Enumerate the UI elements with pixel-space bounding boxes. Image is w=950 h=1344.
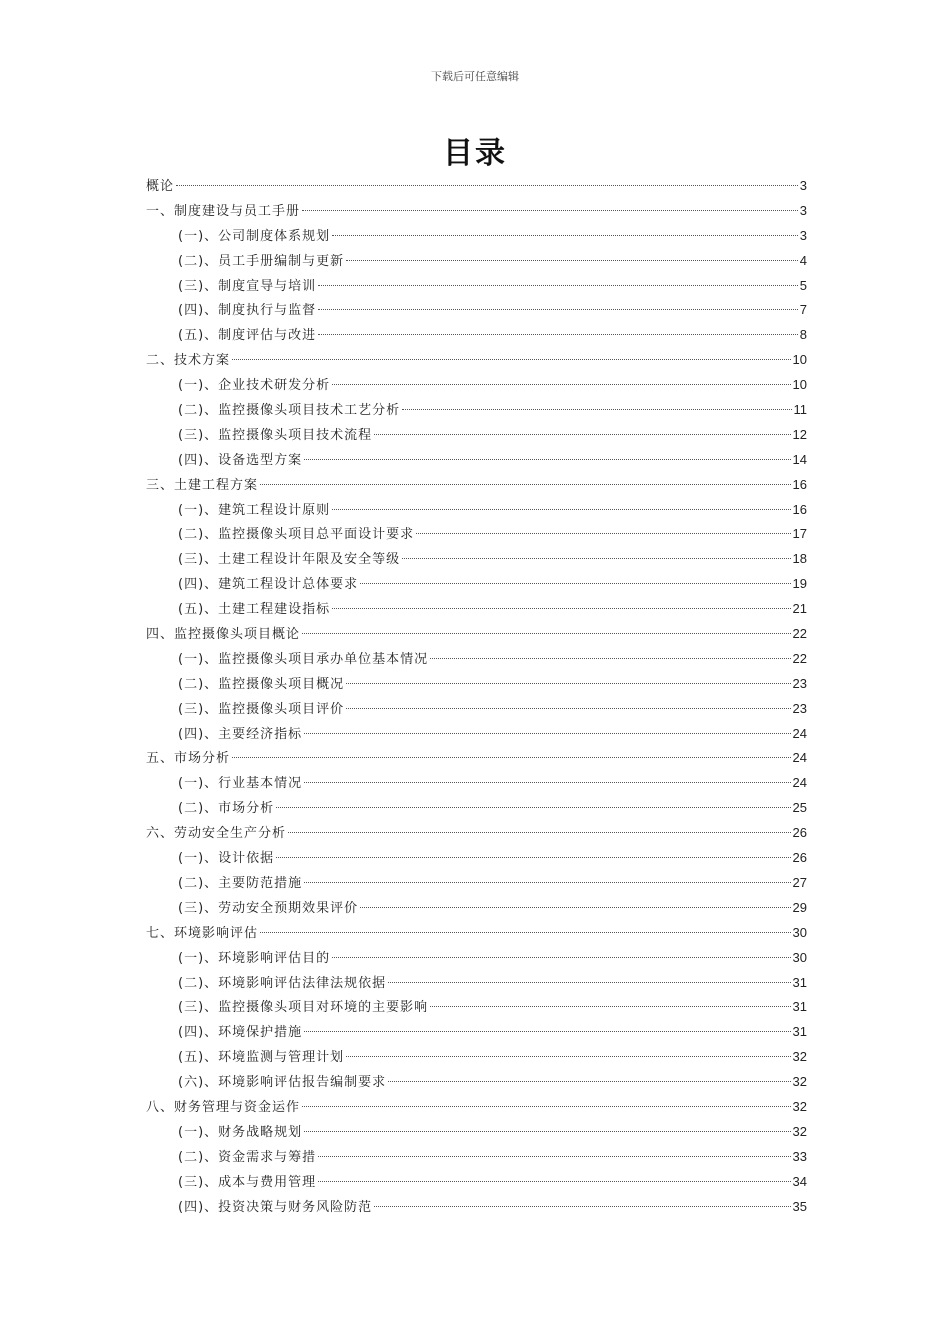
toc-entry-title: (一)、环境影响评估目的	[178, 950, 331, 966]
toc-entry[interactable]	[146, 1195, 807, 1220]
toc-dot-leader	[260, 484, 791, 485]
toc-entry-page: 12	[792, 426, 807, 442]
toc-entry[interactable]	[146, 1145, 807, 1170]
toc-entry-title: (一)、监控摄像头项目承办单位基本情况	[178, 651, 429, 667]
toc-entry-title: (二)、市场分析	[178, 801, 275, 817]
toc-entry-title: (三)、监控摄像头项目技术流程	[178, 427, 373, 443]
toc-entry-page: 3	[799, 178, 807, 193]
toc-dot-leader	[346, 1056, 790, 1057]
toc-entry-page: 31	[792, 999, 807, 1015]
toc-entry[interactable]	[146, 771, 807, 796]
toc-entry-title: (三)、监控摄像头项目评价	[178, 701, 345, 717]
toc-dot-leader	[318, 1181, 790, 1182]
toc-dot-leader	[332, 384, 790, 385]
toc-entry[interactable]	[146, 274, 807, 299]
toc-entry-title: (二)、资金需求与筹措	[178, 1149, 317, 1165]
toc-dot-leader	[304, 782, 790, 783]
toc-entry[interactable]	[146, 821, 807, 846]
toc-entry[interactable]	[146, 722, 807, 747]
toc-entry-page: 23	[792, 675, 807, 691]
toc-entry[interactable]	[146, 946, 807, 971]
toc-entry[interactable]	[146, 896, 807, 921]
toc-entry-page: 25	[792, 800, 807, 816]
toc-entry[interactable]	[146, 174, 807, 199]
toc-entry-page: 16	[792, 501, 807, 517]
toc-entry-page: 26	[792, 850, 807, 866]
toc-entry-page: 3	[799, 227, 807, 243]
toc-entry[interactable]	[146, 871, 807, 896]
toc-entry[interactable]	[146, 796, 807, 821]
toc-entry-title: (一)、财务战略规划	[178, 1124, 303, 1140]
toc-entry-page: 26	[792, 825, 807, 841]
toc-entry-page: 31	[792, 1024, 807, 1040]
toc-dot-leader	[374, 1206, 790, 1207]
toc-entry-page: 24	[792, 750, 807, 766]
toc-entry-page: 3	[799, 202, 807, 218]
toc-dot-leader	[360, 907, 790, 908]
toc-entry[interactable]	[146, 921, 807, 946]
toc-entry-title: (四)、投资决策与财务风险防范	[178, 1199, 373, 1215]
toc-entry[interactable]	[146, 995, 807, 1020]
toc-entry-title: (四)、建筑工程设计总体要求	[178, 577, 359, 593]
toc-dot-leader	[388, 982, 790, 983]
toc-dot-leader	[318, 334, 798, 335]
toc-entry[interactable]	[146, 323, 807, 348]
toc-entry[interactable]	[146, 473, 807, 498]
toc-dot-leader	[346, 260, 798, 261]
toc-entry-page: 22	[792, 626, 807, 642]
toc-dot-leader	[302, 1106, 791, 1107]
toc-entry-title: (三)、土建工程设计年限及安全等级	[178, 552, 401, 568]
toc-entry-page: 7	[799, 302, 807, 318]
toc-entry-page: 21	[792, 601, 807, 617]
table-of-contents	[146, 174, 807, 1219]
toc-entry-title: 七、环境影响评估	[146, 925, 259, 941]
toc-dot-leader	[332, 235, 798, 236]
toc-dot-leader	[260, 932, 791, 933]
toc-entry-title: (二)、监控摄像头项目总平面设计要求	[178, 527, 415, 543]
toc-entry-title: (四)、环境保护措施	[178, 1025, 303, 1041]
toc-dot-leader	[430, 1006, 790, 1007]
toc-entry-title: (三)、劳动安全预期效果评价	[178, 900, 359, 916]
toc-entry-page: 18	[792, 551, 807, 567]
toc-entry-title: (四)、设备选型方案	[178, 452, 303, 468]
toc-entry-title: (二)、环境影响评估法律法规依据	[178, 975, 387, 991]
toc-dot-leader	[176, 185, 798, 186]
toc-entry[interactable]	[146, 298, 807, 323]
toc-dot-leader	[318, 1156, 790, 1157]
toc-entry-title: (六)、环境影响评估报告编制要求	[178, 1075, 387, 1091]
toc-dot-leader	[302, 633, 791, 634]
toc-dot-leader	[388, 1081, 790, 1082]
toc-entry[interactable]	[146, 448, 807, 473]
toc-entry[interactable]	[146, 1120, 807, 1145]
header-note: 下载后可任意编辑	[431, 70, 519, 83]
toc-dot-leader	[276, 857, 790, 858]
page-title: 目录	[443, 136, 507, 171]
toc-entry[interactable]	[146, 1170, 807, 1195]
toc-entry-title: 五、市场分析	[146, 751, 231, 767]
toc-entry-title: (三)、成本与费用管理	[178, 1174, 317, 1190]
toc-entry[interactable]	[146, 597, 807, 622]
toc-dot-leader	[318, 309, 798, 310]
toc-entry[interactable]	[146, 498, 807, 523]
toc-dot-leader	[430, 658, 790, 659]
toc-entry[interactable]	[146, 971, 807, 996]
toc-dot-leader	[276, 807, 790, 808]
toc-entry-title: 八、财务管理与资金运作	[146, 1099, 301, 1115]
toc-entry-title: (一)、建筑工程设计原则	[178, 502, 331, 518]
toc-entry[interactable]	[146, 199, 807, 224]
toc-entry[interactable]	[146, 1070, 807, 1095]
toc-entry[interactable]	[146, 398, 807, 423]
toc-entry-page: 10	[792, 352, 807, 368]
toc-entry[interactable]	[146, 622, 807, 647]
toc-entry-title: (一)、设计依据	[178, 851, 275, 867]
toc-entry-title: (二)、主要防范措施	[178, 875, 303, 891]
toc-entry-page: 30	[792, 949, 807, 965]
toc-entry-title: (一)、企业技术研发分析	[178, 378, 331, 394]
toc-entry[interactable]	[146, 1020, 807, 1045]
toc-entry[interactable]	[146, 746, 807, 771]
toc-entry-title: 六、劳动安全生产分析	[146, 826, 287, 842]
toc-dot-leader	[232, 359, 791, 360]
toc-entry-page: 24	[792, 775, 807, 791]
toc-entry[interactable]	[146, 423, 807, 448]
toc-entry-page: 23	[792, 700, 807, 716]
toc-dot-leader	[232, 757, 791, 758]
toc-entry-page: 32	[792, 1098, 807, 1114]
toc-entry-title: (五)、土建工程建设指标	[178, 602, 331, 618]
toc-entry-page: 17	[792, 526, 807, 542]
toc-entry-title: 三、土建工程方案	[146, 477, 259, 493]
toc-entry-page: 10	[792, 377, 807, 393]
toc-dot-leader	[416, 533, 790, 534]
toc-entry[interactable]	[146, 348, 807, 373]
toc-entry-title: (一)、公司制度体系规划	[178, 228, 331, 244]
toc-entry[interactable]	[146, 1045, 807, 1070]
toc-entry[interactable]	[146, 672, 807, 697]
toc-entry-title: (五)、环境监测与管理计划	[178, 1050, 345, 1066]
toc-entry-page: 16	[792, 476, 807, 492]
toc-entry-page: 14	[792, 451, 807, 467]
toc-dot-leader	[402, 558, 790, 559]
toc-entry-title: 概论	[146, 179, 175, 194]
toc-entry-page: 5	[799, 277, 807, 293]
toc-entry-page: 32	[792, 1074, 807, 1090]
toc-dot-leader	[346, 683, 790, 684]
toc-entry-title: 四、监控摄像头项目概论	[146, 627, 301, 643]
toc-dot-leader	[374, 434, 790, 435]
toc-entry-page: 11	[793, 402, 807, 418]
toc-dot-leader	[402, 409, 791, 410]
toc-dot-leader	[302, 210, 798, 211]
toc-entry-page: 34	[792, 1173, 807, 1189]
toc-entry-page: 33	[792, 1148, 807, 1164]
toc-dot-leader	[346, 708, 790, 709]
toc-dot-leader	[304, 1031, 790, 1032]
toc-entry-page: 30	[792, 924, 807, 940]
toc-entry-title: 二、技术方案	[146, 353, 231, 369]
toc-entry-page: 29	[792, 899, 807, 915]
toc-entry[interactable]	[146, 522, 807, 547]
toc-entry-title: (二)、监控摄像头项目技术工艺分析	[178, 403, 401, 419]
toc-dot-leader	[304, 1131, 790, 1132]
toc-entry-page: 19	[792, 576, 807, 592]
toc-entry[interactable]	[146, 373, 807, 398]
toc-entry-page: 22	[792, 650, 807, 666]
toc-entry-page: 31	[792, 974, 807, 990]
toc-entry-title: (一)、行业基本情况	[178, 776, 303, 792]
toc-entry[interactable]	[146, 224, 807, 249]
toc-dot-leader	[304, 733, 790, 734]
toc-entry-page: 32	[792, 1049, 807, 1065]
toc-entry[interactable]	[146, 249, 807, 274]
toc-dot-leader	[318, 285, 798, 286]
toc-entry[interactable]	[146, 1095, 807, 1120]
toc-entry-page: 4	[799, 252, 807, 268]
toc-entry-page: 32	[792, 1123, 807, 1139]
toc-entry-title: 一、制度建设与员工手册	[146, 203, 301, 219]
toc-entry-page: 8	[799, 327, 807, 343]
toc-entry-page: 35	[792, 1198, 807, 1214]
toc-entry-title: (二)、监控摄像头项目概况	[178, 676, 345, 692]
toc-entry-title: (三)、制度宣导与培训	[178, 278, 317, 294]
toc-dot-leader	[288, 832, 791, 833]
toc-entry[interactable]	[146, 647, 807, 672]
toc-entry-page: 24	[792, 725, 807, 741]
toc-entry-title: (三)、监控摄像头项目对环境的主要影响	[178, 1000, 429, 1016]
toc-dot-leader	[304, 459, 790, 460]
toc-dot-leader	[332, 608, 790, 609]
toc-entry[interactable]	[146, 572, 807, 597]
toc-dot-leader	[360, 583, 790, 584]
toc-entry-title: (五)、制度评估与改进	[178, 328, 317, 344]
toc-dot-leader	[304, 882, 790, 883]
toc-entry[interactable]	[146, 846, 807, 871]
toc-entry-title: (四)、制度执行与监督	[178, 303, 317, 319]
toc-entry-page: 27	[792, 874, 807, 890]
toc-entry-title: (四)、主要经济指标	[178, 726, 303, 742]
toc-entry[interactable]	[146, 547, 807, 572]
toc-entry[interactable]	[146, 697, 807, 722]
toc-dot-leader	[332, 509, 790, 510]
toc-dot-leader	[332, 957, 790, 958]
toc-entry-title: (二)、员工手册编制与更新	[178, 253, 345, 269]
